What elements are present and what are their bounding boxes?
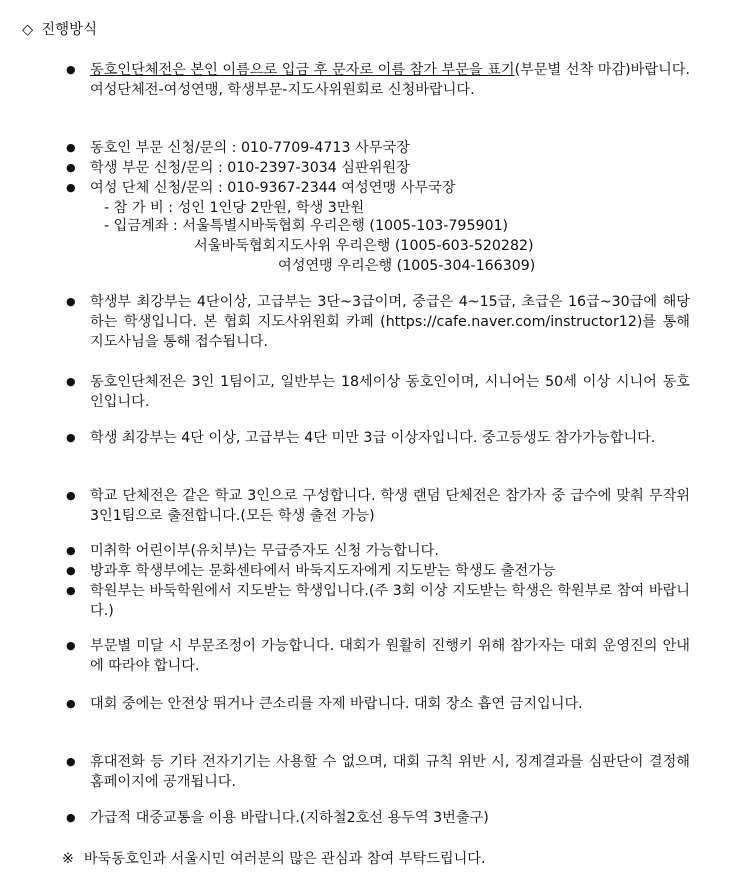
list-item <box>66 581 690 621</box>
school-team-text: 학교 단체전은 같은 학교 3인으로 구성합니다. 학생 랜덤 단체전은 참가자 중 급수에 맞춰 무작위 3인1팀으로 출전합니다.(모든 학생 출전 가능) <box>90 488 690 524</box>
bullet-icon: ● <box>66 141 76 154</box>
bullet-icon: ● <box>66 697 76 710</box>
bullet-icon: ● <box>66 295 76 308</box>
division-adjustment-text: 부문별 미달 시 부문조정이 가능합니다. 대회가 원활히 진행키 위해 참가자는 대회 운영진의 안내에 따라야 합니다. <box>90 638 690 674</box>
bullet-icon: ● <box>66 755 76 768</box>
transport-text: 가급적 대중교통을 이용 바랍니다.(지하철2호선 용두역 3번출구) <box>90 810 489 826</box>
list-item <box>66 541 690 561</box>
student-top-division-text: 학생 최강부는 4단 이상, 고급부는 4단 미만 3급 이상자입니다. 중고등생도 참가가능합니다. <box>90 430 656 446</box>
student-division-text: 학생부 최강부는 4단이상, 고급부는 3단~3급이며, 중급은 4~15급, 초급은 16급~30급에 해당하는 학생입니다. 본 협회 지도사위원회 카페 (https://cafe.naver.com/instructor12)를 통해 지도사님을 통해 접수됩니다. <box>90 294 690 350</box>
closing-note <box>62 848 486 868</box>
list-item <box>66 752 690 792</box>
bullet-icon: ● <box>66 375 76 388</box>
afterschool-text: 방과후 학생부에는 문화센타에서 바둑지도자에게 지도받는 학생도 출전가능 <box>90 563 556 579</box>
list-item <box>66 636 690 676</box>
bank-account-2: 서울바둑협회지도사위 우리은행 (1005-603-520282) <box>194 238 534 254</box>
academy-text: 학원부는 바둑학원에서 지도받는 학생입니다.(주 3회 이상 지도받는 학생은 학원부로 참여 바랍니다.) <box>90 583 690 619</box>
bullet-icon: ● <box>66 564 76 577</box>
closing-note-text: 바둑동호인과 서울시민 여러분의 많은 관심과 참여 부탁드립니다. <box>83 851 486 867</box>
bullet-icon: ● <box>66 544 76 557</box>
bullet-icon: ● <box>66 181 76 194</box>
bank-account-3: 여성연맹 우리은행 (1005-304-166309) <box>278 258 536 274</box>
list-item <box>66 372 690 412</box>
registration-method-emphasis: 동호인단체전은 본인 이름으로 입금 후 문자로 이름 참가 부문을 표기 <box>90 62 515 78</box>
reference-mark-icon: ※ <box>62 851 74 867</box>
bullet-icon: ● <box>66 639 76 652</box>
contact-student: 학생 부문 신청/문의 : 010-2397-3034 심판위원장 <box>90 160 410 176</box>
list-item <box>66 486 690 526</box>
preschool-text: 미취학 어린이부(유치부)는 무급증자도 신청 가능합니다. <box>90 543 439 559</box>
registration-method-text: (부문별 선착 마감)바랍니다. 여성단체전-여성연맹, 학생부문-지도사위원회로 신청바랍니다. <box>90 62 690 98</box>
contact-amateur: 동호인 부문 신청/문의 : 010-7709-4713 사무국장 <box>90 140 410 156</box>
bullet-icon: ● <box>66 431 76 444</box>
safety-text: 대회 중에는 안전상 뛰거나 큰소리를 자제 바랍니다. 대회 장소 흡연 금지입니다. <box>90 696 583 712</box>
section-title: 진행방식 <box>41 22 98 38</box>
list-item <box>66 60 690 100</box>
entry-fee: - 참 가 비 : 성인 1인당 2만원, 학생 3만원 <box>104 200 365 216</box>
bullet-icon: ● <box>66 584 76 597</box>
list-item <box>66 292 690 352</box>
list-item <box>66 178 690 198</box>
bank-account-1: - 입금계좌 : 서울특별시바둑협회 우리은행 (1005-103-795901) <box>104 218 509 234</box>
electronics-text: 휴대전화 등 기타 전자기기는 사용할 수 없으며, 대회 규칙 위반 시, 징계결과를 심판단이 결정해 홈페이지에 공개됩니다. <box>90 754 690 790</box>
list-item <box>66 694 690 714</box>
list-item <box>66 428 690 448</box>
list-item <box>66 561 690 581</box>
diamond-icon: ◇ <box>22 22 34 38</box>
bullet-icon: ● <box>66 811 76 824</box>
list-item <box>66 808 690 828</box>
bullet-icon: ● <box>66 161 76 174</box>
bullet-icon: ● <box>66 489 76 502</box>
list-item <box>66 138 690 158</box>
list-item <box>66 158 690 178</box>
section-heading <box>22 18 97 39</box>
contact-women: 여성 단체 신청/문의 : 010-9367-2344 여성연맹 사무국장 <box>90 180 456 196</box>
team-composition-text: 동호인단체전은 3인 1팀이고, 일반부는 18세이상 동호인이며, 시니어는 50세 이상 시니어 동호인입니다. <box>90 374 690 410</box>
bullet-icon: ● <box>66 63 76 76</box>
